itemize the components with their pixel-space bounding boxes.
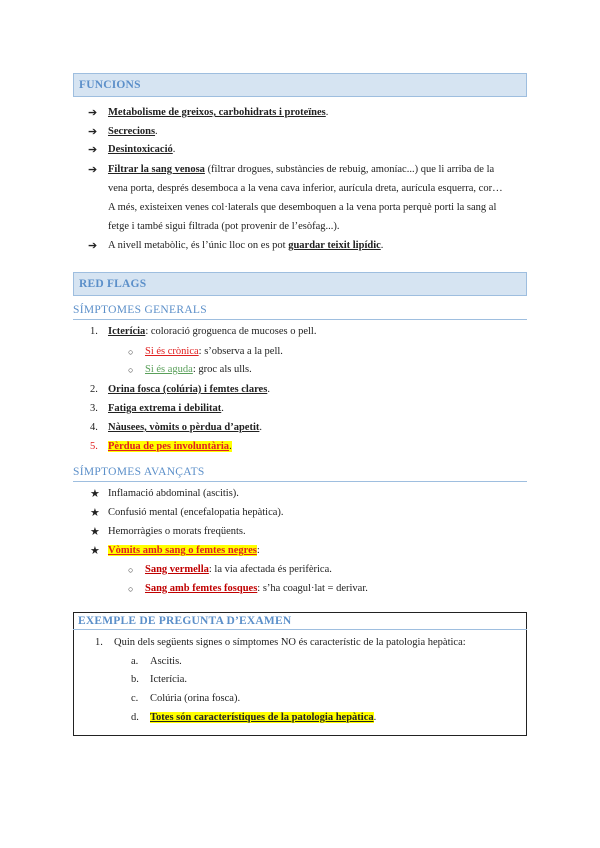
vomits-subitem	[145, 582, 368, 596]
advanced-symptom: Hemorràgies o morats freqüents.	[108, 526, 246, 537]
vomits-subitem-rest: : s’ha coagul·lat = derivar.	[257, 583, 368, 594]
funcions-item-bold: Desintoxicació	[108, 144, 173, 155]
exam-option-letter: d.	[131, 712, 139, 723]
general-symptom-rest: .	[229, 441, 232, 452]
exam-question-number: 1.	[95, 637, 103, 648]
vomits-subitem	[145, 563, 332, 577]
subheading-divider	[73, 319, 527, 320]
general-symptom-highlighted	[108, 440, 232, 454]
vomits-subitem-bold: Sang amb femtes fosques	[145, 583, 258, 594]
general-symptom-number: 5.	[90, 441, 98, 452]
funcions-item	[108, 143, 175, 157]
star-bullet-icon: ★	[90, 526, 100, 538]
icteric-subitem-label: Si és crònica	[145, 346, 199, 357]
advanced-symptom: Confusió mental (encefalopatia hepàtica).	[108, 507, 284, 518]
general-symptom-number: 4.	[90, 422, 98, 433]
subheading-simptomes-generals: SÍMPTOMES GENERALS	[73, 304, 207, 316]
funcions-item	[108, 163, 494, 177]
funcions-item-pre: A nivell metabòlic, és l’únic lloc on es pot	[108, 240, 289, 251]
general-symptom-bold: Pèrdua de pes involuntària	[108, 441, 230, 452]
general-symptom	[108, 402, 224, 416]
icteric-subitem	[145, 345, 283, 359]
funcions-item-bold: guardar teixit lipídic	[288, 240, 381, 251]
funcions-item-continuation: vena porta, després desemboca a la vena cava inferior, aurícula dreta, aurícula esquerra, cor…	[108, 183, 503, 194]
funcions-item-bold: Metabolisme de greixos, carbohidrats i proteïnes	[108, 107, 326, 118]
general-symptom-rest: .	[221, 403, 224, 414]
funcions-item-rest: .	[155, 126, 158, 137]
general-symptom-number: 2.	[90, 384, 98, 395]
arrow-bullet-icon: ➔	[88, 107, 98, 119]
exam-answer-highlighted	[150, 711, 376, 725]
icteric-subitem	[145, 363, 252, 377]
exam-option-letter: a.	[131, 656, 139, 667]
general-symptom-bold: Orina fosca (colúria) i femtes clares	[108, 384, 268, 395]
arrow-bullet-icon: ➔	[88, 144, 98, 156]
advanced-symptom-highlighted	[108, 544, 260, 558]
icteric-subitem-rest: : s’observa a la pell.	[198, 346, 283, 357]
icteric-subitem-rest: : groc als ulls.	[192, 364, 252, 375]
general-symptom-bold: Icterícia	[108, 326, 146, 337]
star-bullet-icon: ★	[90, 507, 100, 519]
funcions-item	[108, 106, 328, 120]
subheading-divider	[73, 481, 527, 482]
exam-option-letter: c.	[131, 693, 139, 704]
arrow-bullet-icon: ➔	[88, 164, 98, 176]
funcions-item-bold: Secrecions	[108, 126, 156, 137]
general-symptom-rest: .	[259, 422, 262, 433]
arrow-bullet-icon: ➔	[88, 240, 98, 252]
exam-answer-text: Totes són característiques de la patologia hepàtica	[150, 712, 374, 723]
section-header-red-flags: RED FLAGS	[73, 272, 527, 296]
exam-box-divider	[73, 629, 527, 630]
vomits-subitem-rest: : la via afectada és perifèrica.	[208, 564, 332, 575]
funcions-item-bold: Filtrar la sang venosa	[108, 164, 205, 175]
funcions-item-continuation: A més, existeixen venes col·laterals que desemboquen a la vena porta perquè porti la sang al	[108, 202, 497, 213]
advanced-symptom: Inflamació abdominal (ascitis).	[108, 488, 239, 499]
exam-option-letter: b.	[131, 674, 139, 685]
exam-option-text: Ascitis.	[150, 656, 182, 667]
funcions-item	[108, 125, 158, 139]
circle-bullet-icon: ○	[128, 347, 134, 357]
arrow-bullet-icon: ➔	[88, 126, 98, 138]
funcions-item-continuation: fetge i també sigui filtrada (pot provenir de l’esòfag...).	[108, 221, 340, 232]
star-bullet-icon: ★	[90, 545, 100, 557]
vomits-subitem-bold: Sang vermella	[145, 564, 209, 575]
funcions-item-rest: .	[325, 107, 329, 118]
funcions-item-rest: .	[380, 240, 384, 251]
general-symptom-number: 3.	[90, 403, 98, 414]
general-symptom	[108, 421, 262, 435]
exam-box-title: EXEMPLE DE PREGUNTA D’EXAMEN	[78, 615, 292, 627]
exam-question-text: Quin dels següents signes o símptomes NO és característic de la patologia hepàtica:	[114, 637, 466, 648]
general-symptom-number: 1.	[90, 326, 98, 337]
exam-answer-tail: .	[373, 712, 377, 723]
advanced-symptom-bold: Vòmits amb sang o femtes negres	[108, 545, 257, 556]
funcions-item-rest: .	[172, 144, 176, 155]
advanced-symptom-rest: :	[256, 545, 260, 556]
subheading-simptomes-avancats: SÍMPTOMES AVANÇATS	[73, 466, 205, 478]
general-symptom-bold: Nàusees, vòmits o pèrdua d’apetit	[108, 422, 260, 433]
icteric-subitem-label: Si és aguda	[145, 364, 193, 375]
general-symptom-rest: : coloració groguenca de mucoses o pell.	[145, 326, 317, 337]
funcions-item-rest: (filtrar drogues, substàncies de rebuig, amoníac...) que li arriba de la	[204, 164, 495, 175]
funcions-item	[108, 239, 383, 253]
general-symptom	[108, 383, 270, 397]
circle-bullet-icon: ○	[128, 365, 134, 375]
circle-bullet-icon: ○	[128, 584, 134, 594]
exam-option-text: Icterícia.	[150, 674, 188, 685]
star-bullet-icon: ★	[90, 488, 100, 500]
exam-option-text: Colúria (orina fosca).	[150, 693, 241, 704]
general-symptom	[108, 325, 316, 339]
section-header-funcions: FUNCIONS	[73, 73, 527, 97]
general-symptom-rest: .	[267, 384, 270, 395]
circle-bullet-icon: ○	[128, 565, 134, 575]
general-symptom-bold: Fatiga extrema i debilitat	[108, 403, 222, 414]
